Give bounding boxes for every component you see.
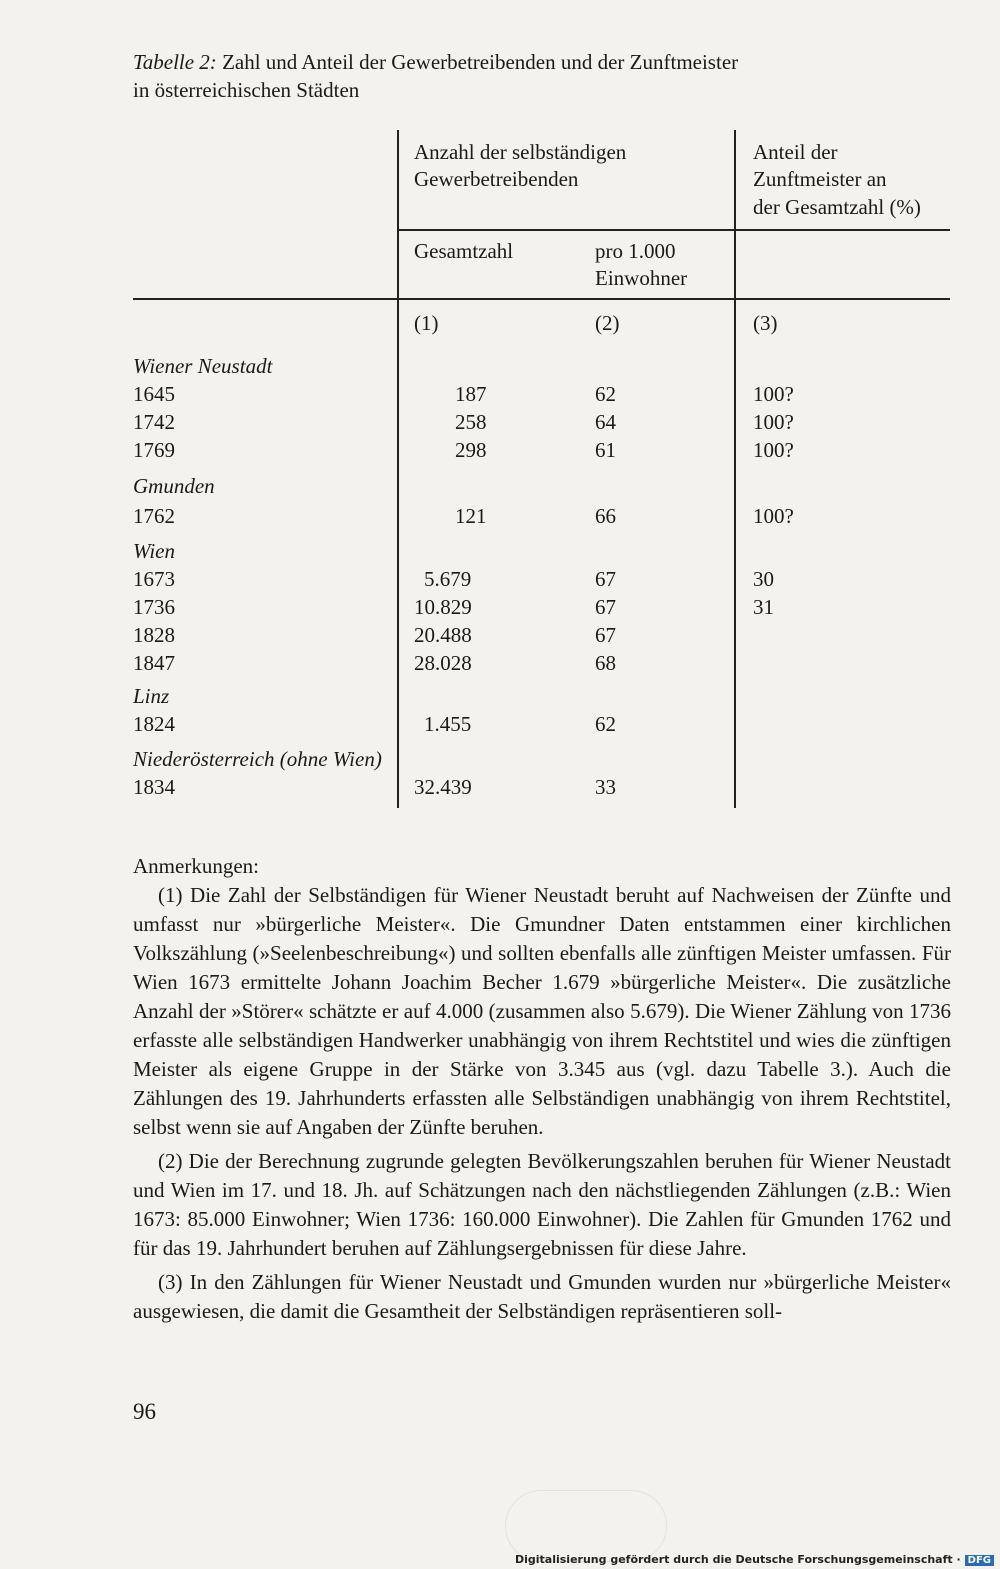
footer-text: Digitalisierung gefördert durch die Deutsche Forschungsgemeinschaft · bbox=[514, 1553, 961, 1566]
cell-total: 32.439 bbox=[414, 775, 472, 799]
cell-year: 1742 bbox=[133, 410, 175, 434]
cell-share: 100? bbox=[753, 410, 794, 434]
header-group2-line1: Anteil der bbox=[753, 140, 838, 164]
header-group1-line1: Anzahl der selbständigen bbox=[414, 140, 627, 164]
cell-total: 28.028 bbox=[414, 651, 472, 675]
cell-year: 1673 bbox=[133, 567, 175, 591]
table-caption bbox=[133, 48, 933, 104]
cell-year: 1824 bbox=[133, 712, 175, 736]
dfg-logo: DFG bbox=[965, 1555, 994, 1566]
cell-share: 100? bbox=[753, 438, 794, 462]
cell-total: 121 bbox=[455, 504, 487, 528]
caption-title-line2: in österreichischen Städten bbox=[133, 78, 360, 102]
header-col-total: Gesamtzahl bbox=[414, 239, 514, 263]
group-heading: Linz bbox=[133, 684, 170, 708]
cell-year: 1847 bbox=[133, 651, 175, 675]
caption-label: Tabelle 2: bbox=[133, 50, 217, 74]
group-heading: Niederösterreich (ohne Wien) bbox=[133, 747, 382, 771]
cell-per1000: 62 bbox=[595, 712, 616, 736]
cell-total: 187 bbox=[455, 382, 487, 406]
table-rule-header bbox=[397, 229, 950, 231]
header-group2-line3: der Gesamtzahl (%) bbox=[753, 195, 921, 219]
group-heading: Wien bbox=[133, 539, 175, 563]
cell-per1000: 67 bbox=[595, 623, 616, 647]
header-num-2: (2) bbox=[595, 311, 620, 335]
header-col-per1000-line1: pro 1.000 bbox=[595, 239, 676, 263]
cell-per1000: 33 bbox=[595, 775, 616, 799]
header-group2-line2: Zunftmeister an bbox=[753, 167, 887, 191]
library-stamp-shadow bbox=[505, 1490, 667, 1562]
header-num-1: (1) bbox=[414, 311, 439, 335]
table-divider-left bbox=[397, 130, 399, 808]
cell-share: 31 bbox=[753, 595, 774, 619]
header-num-3: (3) bbox=[753, 311, 778, 335]
digitization-footer bbox=[515, 1553, 994, 1566]
header-col-per1000-line2: Einwohner bbox=[595, 266, 688, 290]
cell-year: 1736 bbox=[133, 595, 175, 619]
notes-heading: Anmerkungen: bbox=[133, 854, 259, 878]
cell-total: 258 bbox=[455, 410, 487, 434]
table-rule-numbers bbox=[133, 298, 950, 300]
cell-share: 100? bbox=[753, 382, 794, 406]
cell-per1000: 62 bbox=[595, 382, 616, 406]
cell-year: 1828 bbox=[133, 623, 175, 647]
caption-title: Zahl und Anteil der Gewerbetreibenden und der Zunftmeister bbox=[222, 50, 739, 74]
notes-section bbox=[133, 852, 951, 1331]
group-heading: Wiener Neustadt bbox=[133, 354, 273, 378]
group-heading: Gmunden bbox=[133, 474, 215, 498]
cell-total: 5.679 bbox=[424, 567, 472, 591]
cell-per1000: 66 bbox=[595, 504, 616, 528]
cell-total: 10.829 bbox=[414, 595, 472, 619]
cell-share: 100? bbox=[753, 504, 794, 528]
note-2: (2) Die der Berechnung zugrunde gelegten Bevölkerungszahlen beruhen für Wiener Neustadt und Wien im 17. und 18. Jh. auf Schätzungen nach den nächstliegenden Zählungen (z.B.: Wien 1673: 85.000 Einwohner; Wien 1736: 160.000 Einwohner). Die Zahlen für Gmunden 1762 und für das 19. Jahrhundert beruhen auf Zählungsergebnissen für diese Jahre. bbox=[133, 1149, 951, 1260]
cell-year: 1834 bbox=[133, 775, 175, 799]
cell-per1000: 64 bbox=[595, 410, 616, 434]
page-number: 96 bbox=[133, 1399, 156, 1424]
cell-share: 30 bbox=[753, 567, 774, 591]
cell-per1000: 67 bbox=[595, 567, 616, 591]
cell-total: 298 bbox=[455, 438, 487, 462]
note-1: (1) Die Zahl der Selbständigen für Wiener Neustadt beruht auf Nachweisen der Zünfte und umfasst nur »bürgerliche Meister«. Die Gmundner Daten entstammen einer kirchlichen Volkszählung (»Seelenbeschreibung«) und sollten ebenfalls alle zünftigen Meister umfassen. Für Wien 1673 ermittelte Johann Joachim Becher 1.679 »bürgerliche Meister«. Die zusätzliche Anzahl der »Störer« schätzte er auf 4.000 (zusammen also 5.679). Die Wiener Zählung von 1736 erfasste alle selbständigen Handwerker unabhängig von ihrem Rechtstitel und wies die zünftigen Meister als eigene Gruppe in der Stärke von 3.345 aus (vgl. dazu Tabelle 3.). Auch die Zählungen des 19. Jahrhunderts erfassten alle Selbständigen unabhängig von ihrem Rechtstitel, selbst wenn sie auf Angaben der Zünfte beruhen. bbox=[133, 883, 951, 1139]
cell-year: 1762 bbox=[133, 504, 175, 528]
note-3: (3) In den Zählungen für Wiener Neustadt und Gmunden wurden nur »bürgerliche Meister« ausgewiesen, die damit die Gesamtheit der Selbständigen repräsentieren soll- bbox=[133, 1270, 951, 1323]
table-divider-right bbox=[734, 130, 736, 808]
cell-total: 20.488 bbox=[414, 623, 472, 647]
cell-total: 1.455 bbox=[424, 712, 472, 736]
cell-per1000: 61 bbox=[595, 438, 616, 462]
cell-year: 1645 bbox=[133, 382, 175, 406]
cell-per1000: 67 bbox=[595, 595, 616, 619]
cell-per1000: 68 bbox=[595, 651, 616, 675]
cell-year: 1769 bbox=[133, 438, 175, 462]
header-group1-line2: Gewerbetreibenden bbox=[414, 167, 579, 191]
